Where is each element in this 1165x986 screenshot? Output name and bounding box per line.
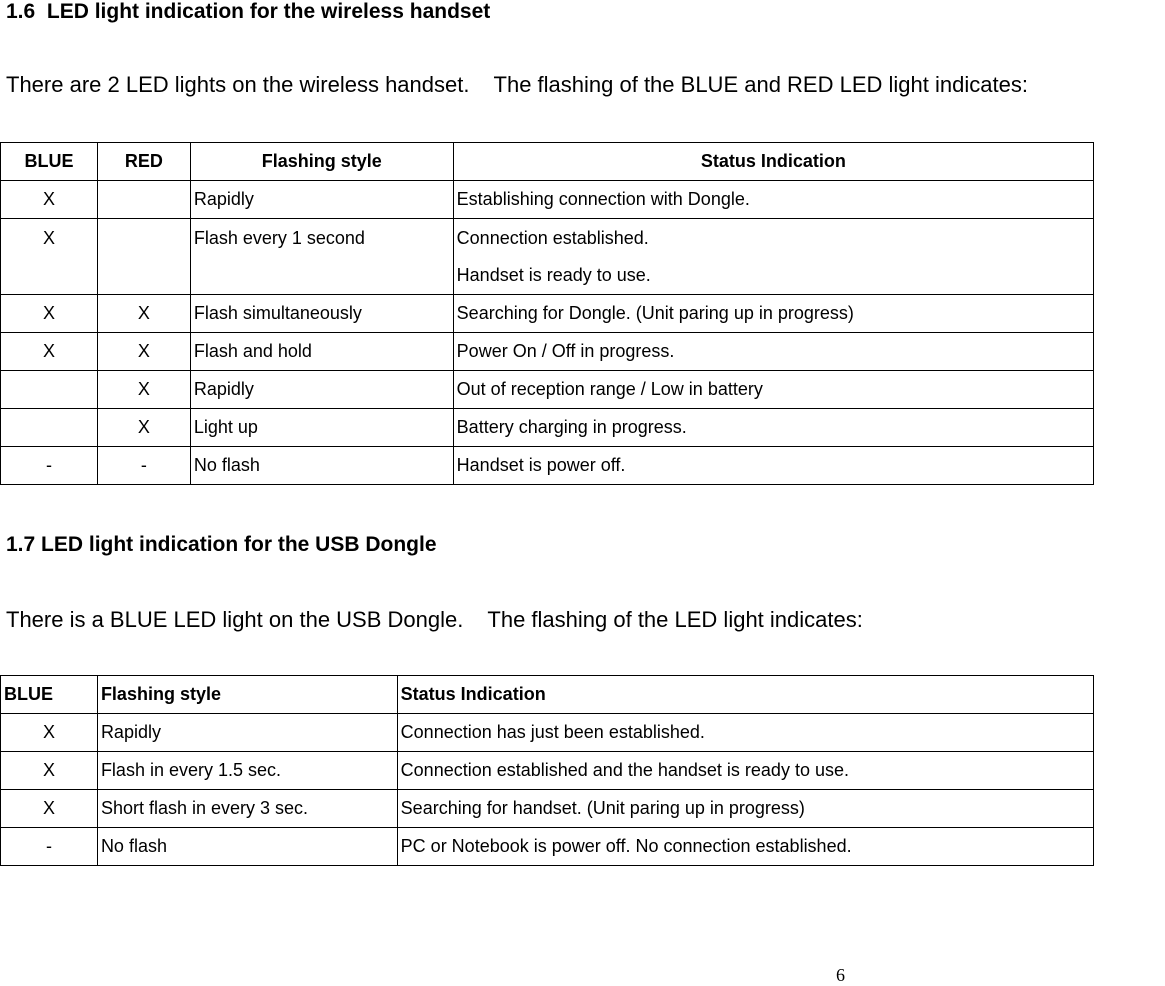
section-1-7-intro: There is a BLUE LED light on the USB Dongle. The flashing of the LED light indicates: [6, 607, 863, 632]
table-header-row [1, 143, 1094, 181]
table-row [1, 714, 1094, 752]
cell-flashing-style: Flash simultaneously [190, 295, 453, 333]
cell-red [97, 181, 190, 219]
cell-blue: X [1, 790, 98, 828]
cell-status [453, 219, 1093, 295]
cell-status: Battery charging in progress. [453, 409, 1093, 447]
cell-flashing-style: Flash every 1 second [190, 219, 453, 295]
table-row [1, 790, 1094, 828]
cell-status: Searching for handset. (Unit paring up in progress) [397, 790, 1093, 828]
column-header-flashing-style: Flashing style [190, 143, 453, 181]
cell-blue: X [1, 219, 98, 295]
column-header-status-indication: Status Indication [453, 143, 1093, 181]
cell-red: X [97, 409, 190, 447]
table-row [1, 333, 1094, 371]
cell-blue: X [1, 295, 98, 333]
cell-flashing-style: Rapidly [97, 714, 397, 752]
cell-red: X [97, 333, 190, 371]
cell-blue: X [1, 752, 98, 790]
cell-red: X [97, 295, 190, 333]
cell-flashing-style: Flash in every 1.5 sec. [97, 752, 397, 790]
cell-flashing-style: Rapidly [190, 181, 453, 219]
page-number: 6 [836, 965, 845, 985]
cell-red: X [97, 371, 190, 409]
table-row [1, 371, 1094, 409]
table-row [1, 752, 1094, 790]
cell-status: Connection established and the handset is ready to use. [397, 752, 1093, 790]
section-1-6-intro: There are 2 LED lights on the wireless handset. The flashing of the BLUE and RED LED light indicates: [6, 72, 1028, 97]
cell-blue [1, 409, 98, 447]
column-header-blue: BLUE [1, 143, 98, 181]
cell-blue: - [1, 447, 98, 485]
table-row [1, 447, 1094, 485]
status-line-2: Handset is ready to use. [456, 265, 651, 286]
column-header-blue: BLUE [1, 676, 98, 714]
table-row [1, 409, 1094, 447]
cell-status: Out of reception range / Low in battery [453, 371, 1093, 409]
table-row [1, 181, 1094, 219]
cell-blue: - [1, 828, 98, 866]
cell-blue [1, 371, 98, 409]
section-1-6-heading: 1.6 LED light indication for the wireless handset [6, 0, 491, 23]
cell-blue: X [1, 714, 98, 752]
cell-status: Connection has just been established. [397, 714, 1093, 752]
cell-red [97, 219, 190, 295]
cell-blue: X [1, 333, 98, 371]
cell-flashing-style: No flash [97, 828, 397, 866]
cell-flashing-style: Light up [190, 409, 453, 447]
column-header-status-indication: Status Indication [397, 676, 1093, 714]
handset-led-table [0, 142, 1094, 485]
cell-status: Handset is power off. [453, 447, 1093, 485]
dongle-led-table [0, 675, 1094, 866]
cell-flashing-style: Flash and hold [190, 333, 453, 371]
cell-status: Power On / Off in progress. [453, 333, 1093, 371]
cell-status: Establishing connection with Dongle. [453, 181, 1093, 219]
cell-blue: X [1, 181, 98, 219]
cell-flashing-style: No flash [190, 447, 453, 485]
status-line-1: Connection established. [456, 228, 649, 248]
table-row [1, 828, 1094, 866]
cell-status: PC or Notebook is power off. No connection established. [397, 828, 1093, 866]
cell-flashing-style: Rapidly [190, 371, 453, 409]
table-row [1, 295, 1094, 333]
cell-status: Searching for Dongle. (Unit paring up in progress) [453, 295, 1093, 333]
table-header-row [1, 676, 1094, 714]
section-1-7-heading: 1.7 LED light indication for the USB Dongle [6, 533, 437, 556]
column-header-red: RED [97, 143, 190, 181]
table-row [1, 219, 1094, 295]
cell-flashing-style: Short flash in every 3 sec. [97, 790, 397, 828]
cell-red: - [97, 447, 190, 485]
column-header-flashing-style: Flashing style [97, 676, 397, 714]
